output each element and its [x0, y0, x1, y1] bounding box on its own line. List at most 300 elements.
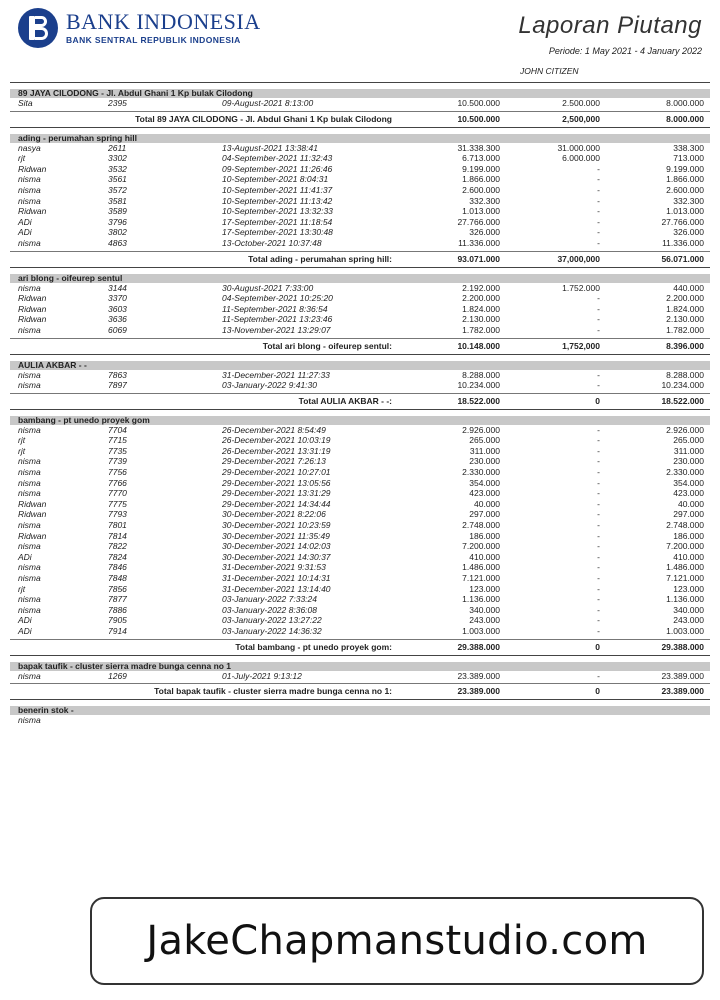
cell-total: 123.000 — [469, 583, 500, 594]
cell-paid: - — [597, 324, 600, 335]
cell-total: 423.000 — [469, 488, 500, 499]
group-total-balance: 56.071.000 — [661, 253, 704, 264]
table-row — [10, 435, 710, 446]
cell-sales-name: ADi — [18, 615, 32, 626]
table-row — [10, 196, 710, 207]
table-row — [10, 594, 710, 605]
cell-total: 297.000 — [469, 509, 500, 520]
cell-sales-name: Ridwan — [18, 303, 47, 314]
group-header: ading - perumahan spring hill — [10, 134, 710, 143]
cell-date: 30-August-2021 7:33:00 — [222, 282, 314, 293]
cell-date: 13-November-2021 13:29:07 — [222, 324, 331, 335]
bank-subtitle: BANK SENTRAL REPUBLIK INDONESIA — [66, 35, 241, 45]
cell-date: 26-December-2021 10:03:19 — [222, 435, 331, 446]
receivables-table — [10, 87, 710, 726]
cell-date: 30-December-2021 14:30:37 — [222, 551, 331, 562]
cell-total: 1.782.000 — [462, 324, 500, 335]
cell-sales-name: nisma — [18, 670, 41, 681]
cell-sales-name: nisma — [18, 456, 41, 467]
cell-paid: 2.500.000 — [562, 98, 600, 108]
cell-invoice-no: 7877 — [108, 594, 127, 605]
cell-date: 10-September-2021 11:13:42 — [222, 195, 333, 206]
cell-date: 11-September-2021 13:23:46 — [222, 314, 333, 325]
cell-paid: - — [597, 670, 600, 681]
cell-sales-name: Ridwan — [18, 498, 47, 509]
cell-date: 09-August-2021 8:13:00 — [222, 98, 314, 108]
cell-total: 1.136.000 — [462, 594, 500, 605]
cell-sales-name: nisma — [18, 237, 41, 248]
cell-invoice-no: 7856 — [108, 583, 127, 594]
table-row — [10, 206, 710, 217]
cell-paid: - — [597, 216, 600, 227]
group-total-paid: 1,752,000 — [562, 340, 600, 351]
cell-total: 8.288.000 — [462, 369, 500, 380]
cell-balance: 40.000 — [678, 498, 704, 509]
cell-sales-name: ADi — [18, 625, 32, 636]
group-total-label: Total 89 JAYA CILODONG - Jl. Abdul Ghani 1 Kp bulak Cilodong — [135, 113, 392, 124]
cell-paid: - — [597, 195, 600, 206]
table-row — [10, 626, 710, 637]
customer-group — [10, 134, 710, 268]
cell-paid: - — [597, 530, 600, 541]
cell-balance: 230.000 — [673, 456, 704, 467]
cell-total: 40.000 — [474, 498, 500, 509]
group-end-divider — [10, 127, 710, 128]
table-row — [10, 425, 710, 436]
cell-balance: 8.000.000 — [666, 98, 704, 108]
cell-sales-name: Sita — [18, 98, 33, 108]
cell-invoice-no: 2395 — [108, 98, 127, 108]
cell-balance: 7.121.000 — [666, 573, 704, 583]
cell-paid: - — [597, 562, 600, 573]
table-row — [10, 520, 710, 531]
cell-date: 03-January-2022 9:41:30 — [222, 380, 317, 391]
cell-paid: - — [597, 477, 600, 488]
cell-paid: 31.000.000 — [557, 142, 600, 153]
table-row — [10, 238, 710, 249]
cell-total: 265.000 — [469, 435, 500, 446]
group-total-row — [10, 339, 710, 354]
cell-invoice-no: 3532 — [108, 163, 127, 174]
table-row — [10, 98, 710, 109]
cell-invoice-no: 7793 — [108, 509, 127, 520]
cell-balance: 410.000 — [673, 551, 704, 562]
table-row — [10, 143, 710, 154]
cell-paid: - — [597, 314, 600, 325]
cell-balance: 9.199.000 — [666, 163, 704, 174]
report-user: JOHN CITIZEN — [520, 66, 579, 76]
table-row — [10, 456, 710, 467]
cell-paid: - — [597, 604, 600, 615]
cell-total: 186.000 — [469, 530, 500, 541]
cell-sales-name: nisma — [18, 477, 41, 488]
cell-sales-name: nisma — [18, 324, 41, 335]
cell-paid: - — [597, 303, 600, 314]
group-total-paid: 0 — [595, 641, 600, 652]
customer-group — [10, 89, 710, 128]
cell-invoice-no: 7704 — [108, 424, 127, 435]
cell-sales-name: Ridwan — [18, 314, 47, 325]
cell-paid: - — [597, 456, 600, 467]
cell-total: 326.000 — [469, 227, 500, 238]
cell-date: 26-December-2021 13:31:19 — [222, 445, 331, 456]
cell-sales-name: nasya — [18, 142, 41, 153]
cell-paid: - — [597, 184, 600, 195]
group-end-divider — [10, 699, 710, 700]
cell-invoice-no: 6069 — [108, 324, 127, 335]
cell-balance: 1.866.000 — [666, 174, 704, 185]
cell-total: 6.713.000 — [462, 153, 500, 164]
cell-paid: - — [597, 625, 600, 636]
cell-total: 2.200.000 — [462, 293, 500, 304]
group-total-row — [10, 684, 710, 699]
cell-invoice-no: 3802 — [108, 227, 127, 238]
table-row — [10, 370, 710, 381]
cell-paid: 6.000.000 — [562, 153, 600, 164]
table-row — [10, 573, 710, 584]
cell-paid: - — [597, 293, 600, 304]
cell-date: 10-September-2021 8:04:31 — [222, 174, 329, 185]
group-total-row — [10, 252, 710, 267]
cell-date: 13-August-2021 13:38:41 — [222, 142, 318, 153]
cell-balance: 2.748.000 — [666, 520, 704, 531]
customer-group — [10, 274, 710, 355]
group-total-label: Total ari blong - oifeurep sentul: — [262, 340, 392, 351]
group-total-row — [10, 394, 710, 409]
cell-sales-name: ADi — [18, 216, 32, 227]
cell-invoice-no: 7775 — [108, 498, 127, 509]
cell-total: 31.338.300 — [457, 142, 500, 153]
cell-paid: - — [597, 424, 600, 435]
cell-date: 29-December-2021 7:26:13 — [222, 456, 326, 467]
cell-sales-name: Ridwan — [18, 509, 47, 520]
cell-invoice-no: 7824 — [108, 551, 127, 562]
bank-logo — [18, 8, 261, 48]
cell-sales-name: nisma — [18, 424, 41, 435]
group-total-label: Total bapak taufik - cluster sierra madre bunga cenna no 1: — [154, 686, 392, 697]
cell-date: 30-December-2021 11:35:49 — [222, 530, 330, 541]
cell-paid: - — [597, 520, 600, 531]
cell-total: 230.000 — [469, 456, 500, 467]
table-row — [10, 605, 710, 616]
group-total-amount: 29.388.000 — [457, 641, 500, 652]
cell-date: 17-September-2021 13:30:48 — [222, 227, 333, 238]
cell-paid: - — [597, 488, 600, 499]
table-row — [10, 715, 710, 726]
group-header: ari blong - oifeurep sentul — [10, 274, 710, 283]
cell-sales-name: Ridwan — [18, 293, 47, 304]
cell-invoice-no: 7735 — [108, 445, 127, 456]
group-total-balance: 23.389.000 — [661, 686, 704, 697]
cell-paid: - — [597, 445, 600, 456]
cell-date: 04-September-2021 10:25:20 — [222, 293, 333, 304]
cell-invoice-no: 7766 — [108, 477, 127, 488]
group-end-divider — [10, 655, 710, 656]
cell-sales-name: rjt — [18, 435, 26, 446]
cell-balance: 23.389.000 — [661, 670, 704, 681]
cell-total: 2.748.000 — [462, 520, 500, 531]
group-total-balance: 8.000.000 — [666, 113, 704, 124]
cell-sales-name: nisma — [18, 541, 41, 552]
report-title: Laporan Piutang — [518, 12, 702, 39]
cell-total: 2.130.000 — [462, 314, 500, 325]
cell-invoice-no: 3589 — [108, 206, 127, 217]
group-total-amount: 93.071.000 — [457, 253, 500, 264]
cell-sales-name: ADi — [18, 551, 32, 562]
cell-invoice-no: 3144 — [108, 282, 127, 293]
cell-paid: - — [597, 541, 600, 552]
cell-paid: - — [597, 573, 600, 583]
cell-date: 17-September-2021 11:18:54 — [222, 216, 333, 227]
cell-date: 10-September-2021 13:32:33 — [222, 206, 333, 217]
cell-date: 03-January-2022 13:27:22 — [222, 615, 322, 626]
cell-total: 11.336.000 — [458, 237, 500, 248]
group-total-balance: 29.388.000 — [661, 641, 704, 652]
cell-invoice-no: 3370 — [108, 293, 127, 304]
cell-total: 2.192.000 — [462, 282, 500, 293]
cell-paid: - — [597, 594, 600, 605]
table-row — [10, 174, 710, 185]
group-total-row — [10, 640, 710, 655]
group-total-row — [10, 112, 710, 127]
table-row — [10, 552, 710, 563]
group-total-paid: 0 — [595, 395, 600, 406]
cell-sales-name: Ridwan — [18, 206, 47, 217]
cell-total: 7.121.000 — [462, 573, 500, 583]
cell-balance: 2.926.000 — [666, 424, 704, 435]
group-end-divider — [10, 409, 710, 410]
table-row — [10, 217, 710, 228]
cell-balance: 2.600.000 — [666, 184, 704, 195]
cell-paid: - — [597, 498, 600, 509]
cell-sales-name: nisma — [18, 520, 41, 531]
cell-balance: 713.000 — [673, 153, 704, 164]
cell-date: 03-January-2022 14:36:32 — [222, 625, 322, 636]
cell-date: 29-December-2021 14:34:44 — [222, 498, 331, 509]
cell-balance: 27.766.000 — [661, 216, 704, 227]
cell-date: 13-October-2021 10:37:48 — [222, 237, 322, 248]
cell-date: 10-September-2021 11:41:37 — [222, 184, 333, 195]
cell-invoice-no: 2611 — [108, 142, 127, 153]
cell-balance: 1.782.000 — [666, 324, 704, 335]
cell-invoice-no: 1269 — [108, 670, 127, 681]
cell-invoice-no: 7914 — [108, 625, 127, 636]
cell-sales-name: ADi — [18, 227, 32, 238]
cell-total: 9.199.000 — [462, 163, 500, 174]
cell-sales-name: nisma — [18, 488, 41, 499]
table-row — [10, 541, 710, 552]
cell-invoice-no: 7814 — [108, 530, 127, 541]
cell-paid: - — [597, 380, 600, 391]
cell-sales-name: Ridwan — [18, 530, 47, 541]
cell-paid: - — [597, 435, 600, 446]
cell-total: 1.003.000 — [462, 625, 500, 636]
cell-balance: 332.300 — [673, 195, 704, 206]
cell-paid: - — [597, 467, 600, 478]
cell-balance: 2.130.000 — [666, 314, 704, 325]
cell-invoice-no: 7739 — [108, 456, 127, 467]
cell-balance: 1.013.000 — [666, 206, 704, 217]
cell-balance: 340.000 — [673, 604, 704, 615]
cell-invoice-no: 7756 — [108, 467, 127, 478]
cell-invoice-no: 7715 — [108, 435, 127, 446]
cell-total: 23.389.000 — [457, 670, 500, 681]
cell-invoice-no: 3302 — [108, 153, 127, 164]
cell-balance: 10.234.000 — [661, 380, 704, 391]
group-header: bapak taufik - cluster sierra madre bunga cenna no 1 — [10, 662, 710, 671]
cell-balance: 2.330.000 — [666, 467, 704, 478]
cell-sales-name: nisma — [18, 573, 41, 583]
cell-paid: 1.752.000 — [562, 282, 600, 293]
report-period: Periode: 1 May 2021 - 4 January 2022 — [548, 46, 702, 56]
cell-sales-name: nisma — [18, 715, 41, 726]
bank-emblem-icon — [18, 8, 58, 48]
table-row — [10, 380, 710, 391]
cell-sales-name: rjt — [18, 583, 26, 594]
group-header: benerin stok - — [10, 706, 710, 715]
customer-group — [10, 706, 710, 726]
cell-date: 31-December-2021 9:31:53 — [222, 562, 326, 573]
cell-sales-name: nisma — [18, 369, 41, 380]
cell-balance: 8.288.000 — [666, 369, 704, 380]
table-row — [10, 562, 710, 573]
group-header: bambang - pt unedo proyek gom — [10, 416, 710, 425]
table-row — [10, 488, 710, 499]
table-row — [10, 185, 710, 196]
cell-sales-name: Ridwan — [18, 163, 47, 174]
table-row — [10, 671, 710, 682]
cell-sales-name: nisma — [18, 282, 41, 293]
cell-balance: 1.824.000 — [666, 303, 704, 314]
cell-date: 01-July-2021 9:13:12 — [222, 670, 302, 681]
cell-total: 2.926.000 — [462, 424, 500, 435]
cell-balance: 1.486.000 — [666, 562, 704, 573]
cell-date: 30-December-2021 10:23:59 — [222, 520, 331, 531]
cell-date: 31-December-2021 11:27:33 — [222, 369, 330, 380]
cell-date: 26-December-2021 8:54:49 — [222, 424, 326, 435]
cell-invoice-no: 7822 — [108, 541, 127, 552]
table-row — [10, 314, 710, 325]
cell-paid: - — [597, 227, 600, 238]
cell-paid: - — [597, 551, 600, 562]
cell-total: 332.300 — [469, 195, 500, 206]
cell-paid: - — [597, 615, 600, 626]
watermark-banner — [90, 897, 704, 985]
cell-date: 29-December-2021 13:31:29 — [222, 488, 331, 499]
cell-sales-name: nisma — [18, 380, 41, 391]
group-end-divider — [10, 354, 710, 355]
cell-balance: 265.000 — [673, 435, 704, 446]
cell-paid: - — [597, 174, 600, 185]
cell-invoice-no: 7863 — [108, 369, 127, 380]
table-row — [10, 153, 710, 164]
table-row — [10, 293, 710, 304]
table-row — [10, 584, 710, 595]
table-row — [10, 467, 710, 478]
group-total-amount: 18.522.000 — [457, 395, 500, 406]
cell-total: 2.330.000 — [462, 467, 500, 478]
cell-sales-name: nisma — [18, 562, 41, 573]
cell-date: 29-December-2021 13:05:56 — [222, 477, 331, 488]
table-row — [10, 499, 710, 510]
cell-invoice-no: 7905 — [108, 615, 127, 626]
group-total-label: Total AULIA AKBAR - -: — [298, 395, 392, 406]
cell-total: 1.824.000 — [462, 303, 500, 314]
group-total-balance: 18.522.000 — [661, 395, 704, 406]
table-row — [10, 227, 710, 238]
cell-sales-name: nisma — [18, 467, 41, 478]
cell-date: 30-December-2021 14:02:03 — [222, 541, 331, 552]
cell-balance: 338.300 — [673, 142, 704, 153]
cell-invoice-no: 3636 — [108, 314, 127, 325]
cell-invoice-no: 7886 — [108, 604, 127, 615]
cell-total: 243.000 — [469, 615, 500, 626]
cell-date: 03-January-2022 8:36:08 — [222, 604, 317, 615]
cell-balance: 7.200.000 — [666, 541, 704, 552]
cell-invoice-no: 7848 — [108, 573, 127, 583]
cell-balance: 423.000 — [673, 488, 704, 499]
cell-invoice-no: 3603 — [108, 303, 127, 314]
cell-balance: 243.000 — [673, 615, 704, 626]
cell-invoice-no: 3572 — [108, 184, 127, 195]
cell-invoice-no: 7897 — [108, 380, 127, 391]
cell-sales-name: nisma — [18, 174, 41, 185]
cell-date: 29-December-2021 10:27:01 — [222, 467, 331, 478]
table-row — [10, 531, 710, 542]
cell-sales-name: rjt — [18, 445, 26, 456]
cell-date: 30-December-2021 8:22:06 — [222, 509, 326, 520]
cell-invoice-no: 3561 — [108, 174, 127, 185]
customer-group — [10, 662, 710, 701]
cell-sales-name: nisma — [18, 184, 41, 195]
cell-paid: - — [597, 583, 600, 594]
cell-balance: 311.000 — [673, 445, 704, 456]
table-row — [10, 325, 710, 336]
customer-group — [10, 416, 710, 656]
cell-total: 10.500.000 — [457, 98, 500, 108]
cell-invoice-no: 7770 — [108, 488, 127, 499]
cell-total: 27.766.000 — [457, 216, 500, 227]
cell-balance: 123.000 — [673, 583, 704, 594]
cell-total: 1.013.000 — [462, 206, 500, 217]
cell-total: 410.000 — [469, 551, 500, 562]
group-total-amount: 10.148.000 — [457, 340, 500, 351]
cell-balance: 186.000 — [673, 530, 704, 541]
cell-total: 1.866.000 — [462, 174, 500, 185]
group-total-amount: 10.500.000 — [457, 113, 500, 124]
cell-balance: 11.336.000 — [662, 237, 704, 248]
cell-sales-name: rjt — [18, 153, 26, 164]
cell-sales-name: nisma — [18, 604, 41, 615]
table-row — [10, 478, 710, 489]
cell-invoice-no: 4863 — [108, 237, 127, 248]
group-total-paid: 37,000,000 — [557, 253, 600, 264]
group-end-divider — [10, 267, 710, 268]
cell-balance: 2.200.000 — [666, 293, 704, 304]
cell-invoice-no: 3796 — [108, 216, 127, 227]
cell-date: 31-December-2021 10:14:31 — [222, 573, 331, 583]
cell-total: 354.000 — [469, 477, 500, 488]
cell-total: 340.000 — [469, 604, 500, 615]
table-row — [10, 164, 710, 175]
cell-date: 03-January-2022 7:33:24 — [222, 594, 317, 605]
bank-name: BANK INDONESIA — [66, 9, 261, 34]
customer-group — [10, 361, 710, 410]
cell-invoice-no: 7846 — [108, 562, 127, 573]
cell-sales-name: nisma — [18, 195, 41, 206]
cell-balance: 1.003.000 — [666, 625, 704, 636]
cell-balance: 326.000 — [673, 227, 704, 238]
